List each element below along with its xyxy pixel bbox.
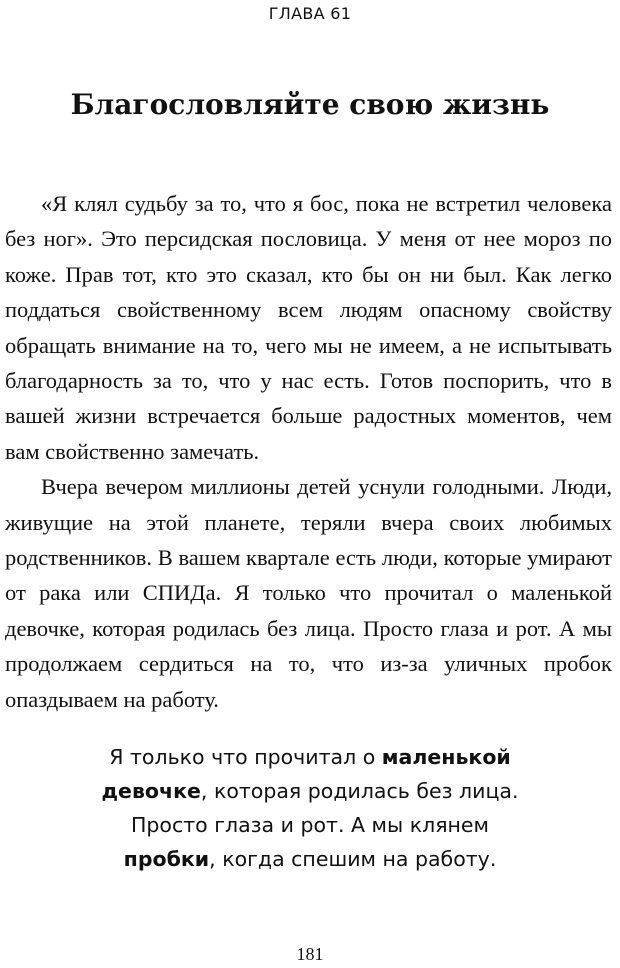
pull-quote	[0, 740, 620, 876]
chapter-header: ГЛАВА 61	[268, 4, 352, 23]
pull-quote-text: , когда спешим на работу.	[209, 847, 497, 871]
paragraph-1: «Я клял судьбу за то, что я бос, пока не встретил человека без ног». Это персидская пословица. У меня от нее мороз по коже. Прав тот, кто это сказал, кто бы он ни был. Как легко поддаться свойственному всем людям опасному свойству обращать внимание на то, чего мы не имеем, а не испытывать благодарность за то, что у нас есть. Готов поспорить, что в вашей жизни встречается больше радостных моментов, чем вам свойственно замечать.	[5, 191, 612, 464]
paragraph-2: Вчера вечером миллионы детей уснули голодными. Люди, живущие на этой планете, теряли вчера своих любимых родственников. В вашем квартале есть люди, которые умирают от рака или СПИДа. Я только что прочитал о маленькой девочке, которая родилась без лица. Просто глаза и рот. А мы продолжаем сердиться на то, что из-за уличных пробок опаздываем на работу.	[5, 474, 612, 712]
pull-quote-line-3: Просто глаза и рот. А мы клянем	[130, 813, 490, 837]
pull-quote-text: , которая родилась без лица.	[200, 779, 519, 803]
page-number: 181	[296, 944, 324, 964]
pull-quote-line-1	[0, 740, 620, 774]
pull-quote-emphasis: девочке	[101, 779, 201, 803]
pull-quote-emphasis: маленькой	[381, 745, 511, 769]
pull-quote-line-4	[0, 842, 620, 876]
body-text	[5, 186, 612, 717]
pull-quote-text: Я только что прочитал о	[109, 745, 382, 769]
chapter-title: Благословляйте свою жизнь	[70, 88, 550, 121]
pull-quote-emphasis: пробки	[123, 847, 210, 871]
pull-quote-line-2	[0, 774, 620, 808]
